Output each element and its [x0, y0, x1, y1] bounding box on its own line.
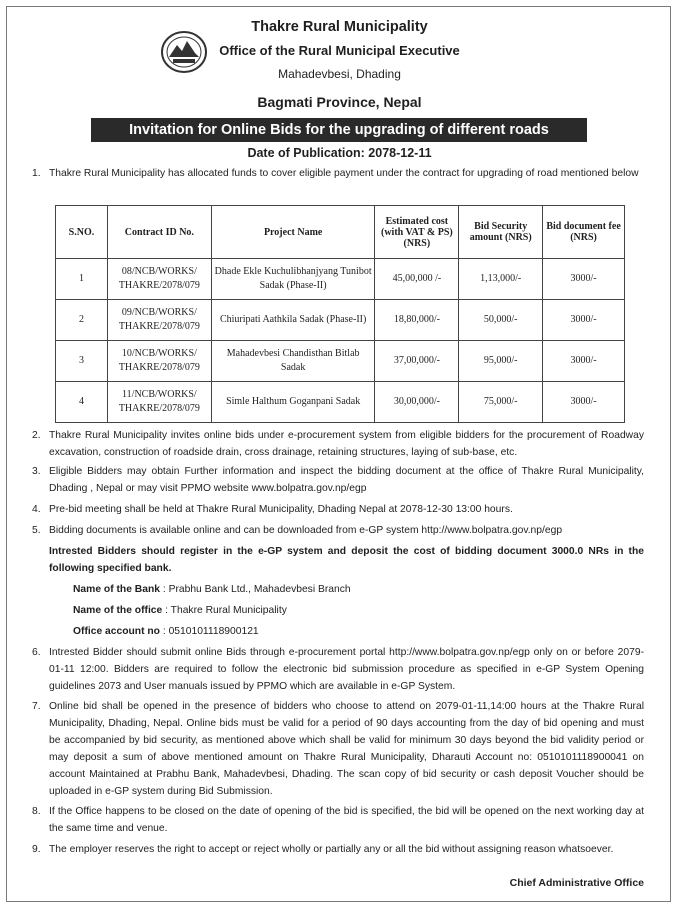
table-row: [56, 341, 625, 382]
office-location: Mahadevbesi, Dhading: [278, 67, 401, 81]
cell-bid-security: 95,000/-: [459, 341, 543, 382]
cell-bid-security: 50,000/-: [459, 300, 543, 341]
col-header-bid-fee: Bid document fee (NRS): [543, 206, 625, 259]
cell-bid-fee: 3000/-: [543, 259, 625, 300]
cell-estimated-cost: 30,00,000/-: [375, 382, 459, 423]
bids-table: [55, 205, 625, 423]
col-header-project-name: Project Name: [211, 206, 375, 259]
cell-estimated-cost: 18,80,000/-: [375, 300, 459, 341]
item-5: [32, 522, 644, 539]
bank-name-line: [73, 581, 633, 598]
item-text: If the Office happens to be closed on the date of opening of the bid is specified, the bid will be opened on the next working day at the same time and venue.: [49, 806, 644, 834]
cell-contract-id: 11/NCB/WORKS/ THAKRE/2078/079: [107, 382, 211, 423]
cell-sno: 2: [56, 300, 108, 341]
notice-title: Invitation for Online Bids for the upgrading of different roads: [91, 118, 587, 142]
item-number: 5.: [32, 525, 41, 536]
cell-bid-fee: 3000/-: [543, 341, 625, 382]
account-value: : 0510101118900121: [162, 626, 259, 637]
table-row: [56, 300, 625, 341]
province-name: Bagmati Province, Nepal: [257, 94, 422, 110]
cell-project-name: Dhade Ekle Kuchulibhanjyang Tunibot Sadak (Phase-II): [211, 259, 375, 300]
signature: Chief Administrative Office: [509, 877, 644, 889]
item-7: [32, 698, 644, 800]
table-row: [56, 259, 625, 300]
item-number: 1.: [32, 168, 41, 179]
municipality-name: Thakre Rural Municipality: [251, 19, 428, 35]
cell-contract-id: 08/NCB/WORKS/ THAKRE/2078/079: [107, 259, 211, 300]
item-number: 4.: [32, 504, 41, 515]
item-text: Intrested Bidder should submit online Bids through e-procurement portal http://www.bolpatra.gov.np/egp only on or before 2079-01-11 12:00. Bidders are required to follow the electronic bid submission procedure as specified in e-GP System Opening guidelines 2073 and User manuals issued by PPMO which are available in e-GP System.: [49, 647, 644, 692]
item-6: [32, 644, 644, 695]
col-header-estimated-cost: Estimated cost (with VAT & PS) (NRS): [375, 206, 459, 259]
item-number: 8.: [32, 806, 41, 817]
bank-name-value: : Prabhu Bank Ltd., Mahadevbesi Branch: [162, 584, 351, 595]
col-header-contract-id: Contract ID No.: [107, 206, 211, 259]
cell-contract-id: 10/NCB/WORKS/ THAKRE/2078/079: [107, 341, 211, 382]
table-header-row: [56, 206, 625, 259]
cell-estimated-cost: 37,00,000/-: [375, 341, 459, 382]
item-text: Eligible Bidders may obtain Further information and inspect the bidding document at the office of Thakre Rural Municipality, Dhading , Nepal or may visit PPMO website www.bolpatra.gov.np/egp: [49, 466, 644, 494]
cell-bid-security: 1,13,000/-: [459, 259, 543, 300]
account-label: Office account no: [73, 626, 160, 637]
item-text: The employer reserves the right to accept or reject wholly or partially any or all the bid without assigning reason whatsoever.: [49, 844, 614, 855]
cell-bid-security: 75,000/-: [459, 382, 543, 423]
item-text: Pre-bid meeting shall be held at Thakre Rural Municipality, Dhading Nepal at 2078-12-30 13:00 hours.: [49, 504, 513, 515]
item-number: 3.: [32, 466, 41, 477]
item-number: 9.: [32, 844, 41, 855]
item-text: Bidding documents is available online and can be downloaded from e-GP system http://www.bolpatra.gov.np/egp: [49, 525, 563, 536]
publication-date: Date of Publication: 2078-12-11: [247, 146, 432, 160]
col-header-bid-security: Bid Security amount (NRS): [459, 206, 543, 259]
item-4: [32, 501, 644, 518]
cell-sno: 4: [56, 382, 108, 423]
cell-bid-fee: 3000/-: [543, 300, 625, 341]
cell-project-name: Simle Halthum Goganpani Sadak: [211, 382, 375, 423]
item-number: 2.: [32, 430, 41, 441]
item-8: [32, 803, 644, 837]
item-number: 6.: [32, 647, 41, 658]
registration-notice: Intrested Bidders should register in the e-GP system and deposit the cost of bidding document 3000.0 NRs in the following specified bank.: [49, 546, 644, 574]
bank-name-label: Name of the Bank: [73, 584, 160, 595]
office-name-value: : Thakre Rural Municipality: [165, 605, 287, 616]
table-row: [56, 382, 625, 423]
cell-bid-fee: 3000/-: [543, 382, 625, 423]
cell-project-name: Chiuripati Aathkila Sadak (Phase-II): [211, 300, 375, 341]
item-2: [32, 427, 644, 461]
cell-sno: 3: [56, 341, 108, 382]
account-line: [73, 623, 633, 640]
notice-page: [6, 6, 671, 902]
cell-project-name: Mahadevbesi Chandisthan Bitlab Sadak: [211, 341, 375, 382]
cell-contract-id: 09/NCB/WORKS/ THAKRE/2078/079: [107, 300, 211, 341]
office-name-line: [73, 602, 633, 619]
item-text: Thakre Rural Municipality invites online bids under e-procurement system from eligible bidders for the procurement of Roadway excavation, construction of roadside drain, cross drainage, retaining structures, laying of sub-base, etc.: [49, 430, 644, 458]
item-1: [32, 165, 644, 182]
item-9: [32, 841, 644, 858]
col-header-sno: S.NO.: [56, 206, 108, 259]
item-text: Online bid shall be opened in the presence of bidders who choose to attend on 2079-01-11,14:00 hours at the Thakre Rural Municipality, Dhading, Nepal. Online bids must be valid for a period of 90 days accounting from the day of bid opening and must be accompanied by bid security, as mentioned above which shall be valid for minimum 30 days beyond the bid validity period or may deposit a sum of above mentioned amount on Thakre Rural Municipality, Dharauti Account no: 051010111890004​1 on account Maintained at Prabhu Bank, Mahadevbesi, Dhading. The scan copy of bid security or cash deposit Voucher should be uploaded in e-GP system during Bid Submission.: [49, 701, 644, 797]
item-text: Thakre Rural Municipality has allocated funds to cover eligible payment under the contract for upgrading of road mentioned below: [49, 168, 639, 179]
cell-estimated-cost: 45,00,000 /-: [375, 259, 459, 300]
cell-sno: 1: [56, 259, 108, 300]
office-name-label: Name of the office: [73, 605, 163, 616]
office-name: Office of the Rural Municipal Executive: [219, 43, 460, 58]
item-number: 7.: [32, 701, 41, 712]
item-3: [32, 463, 644, 497]
